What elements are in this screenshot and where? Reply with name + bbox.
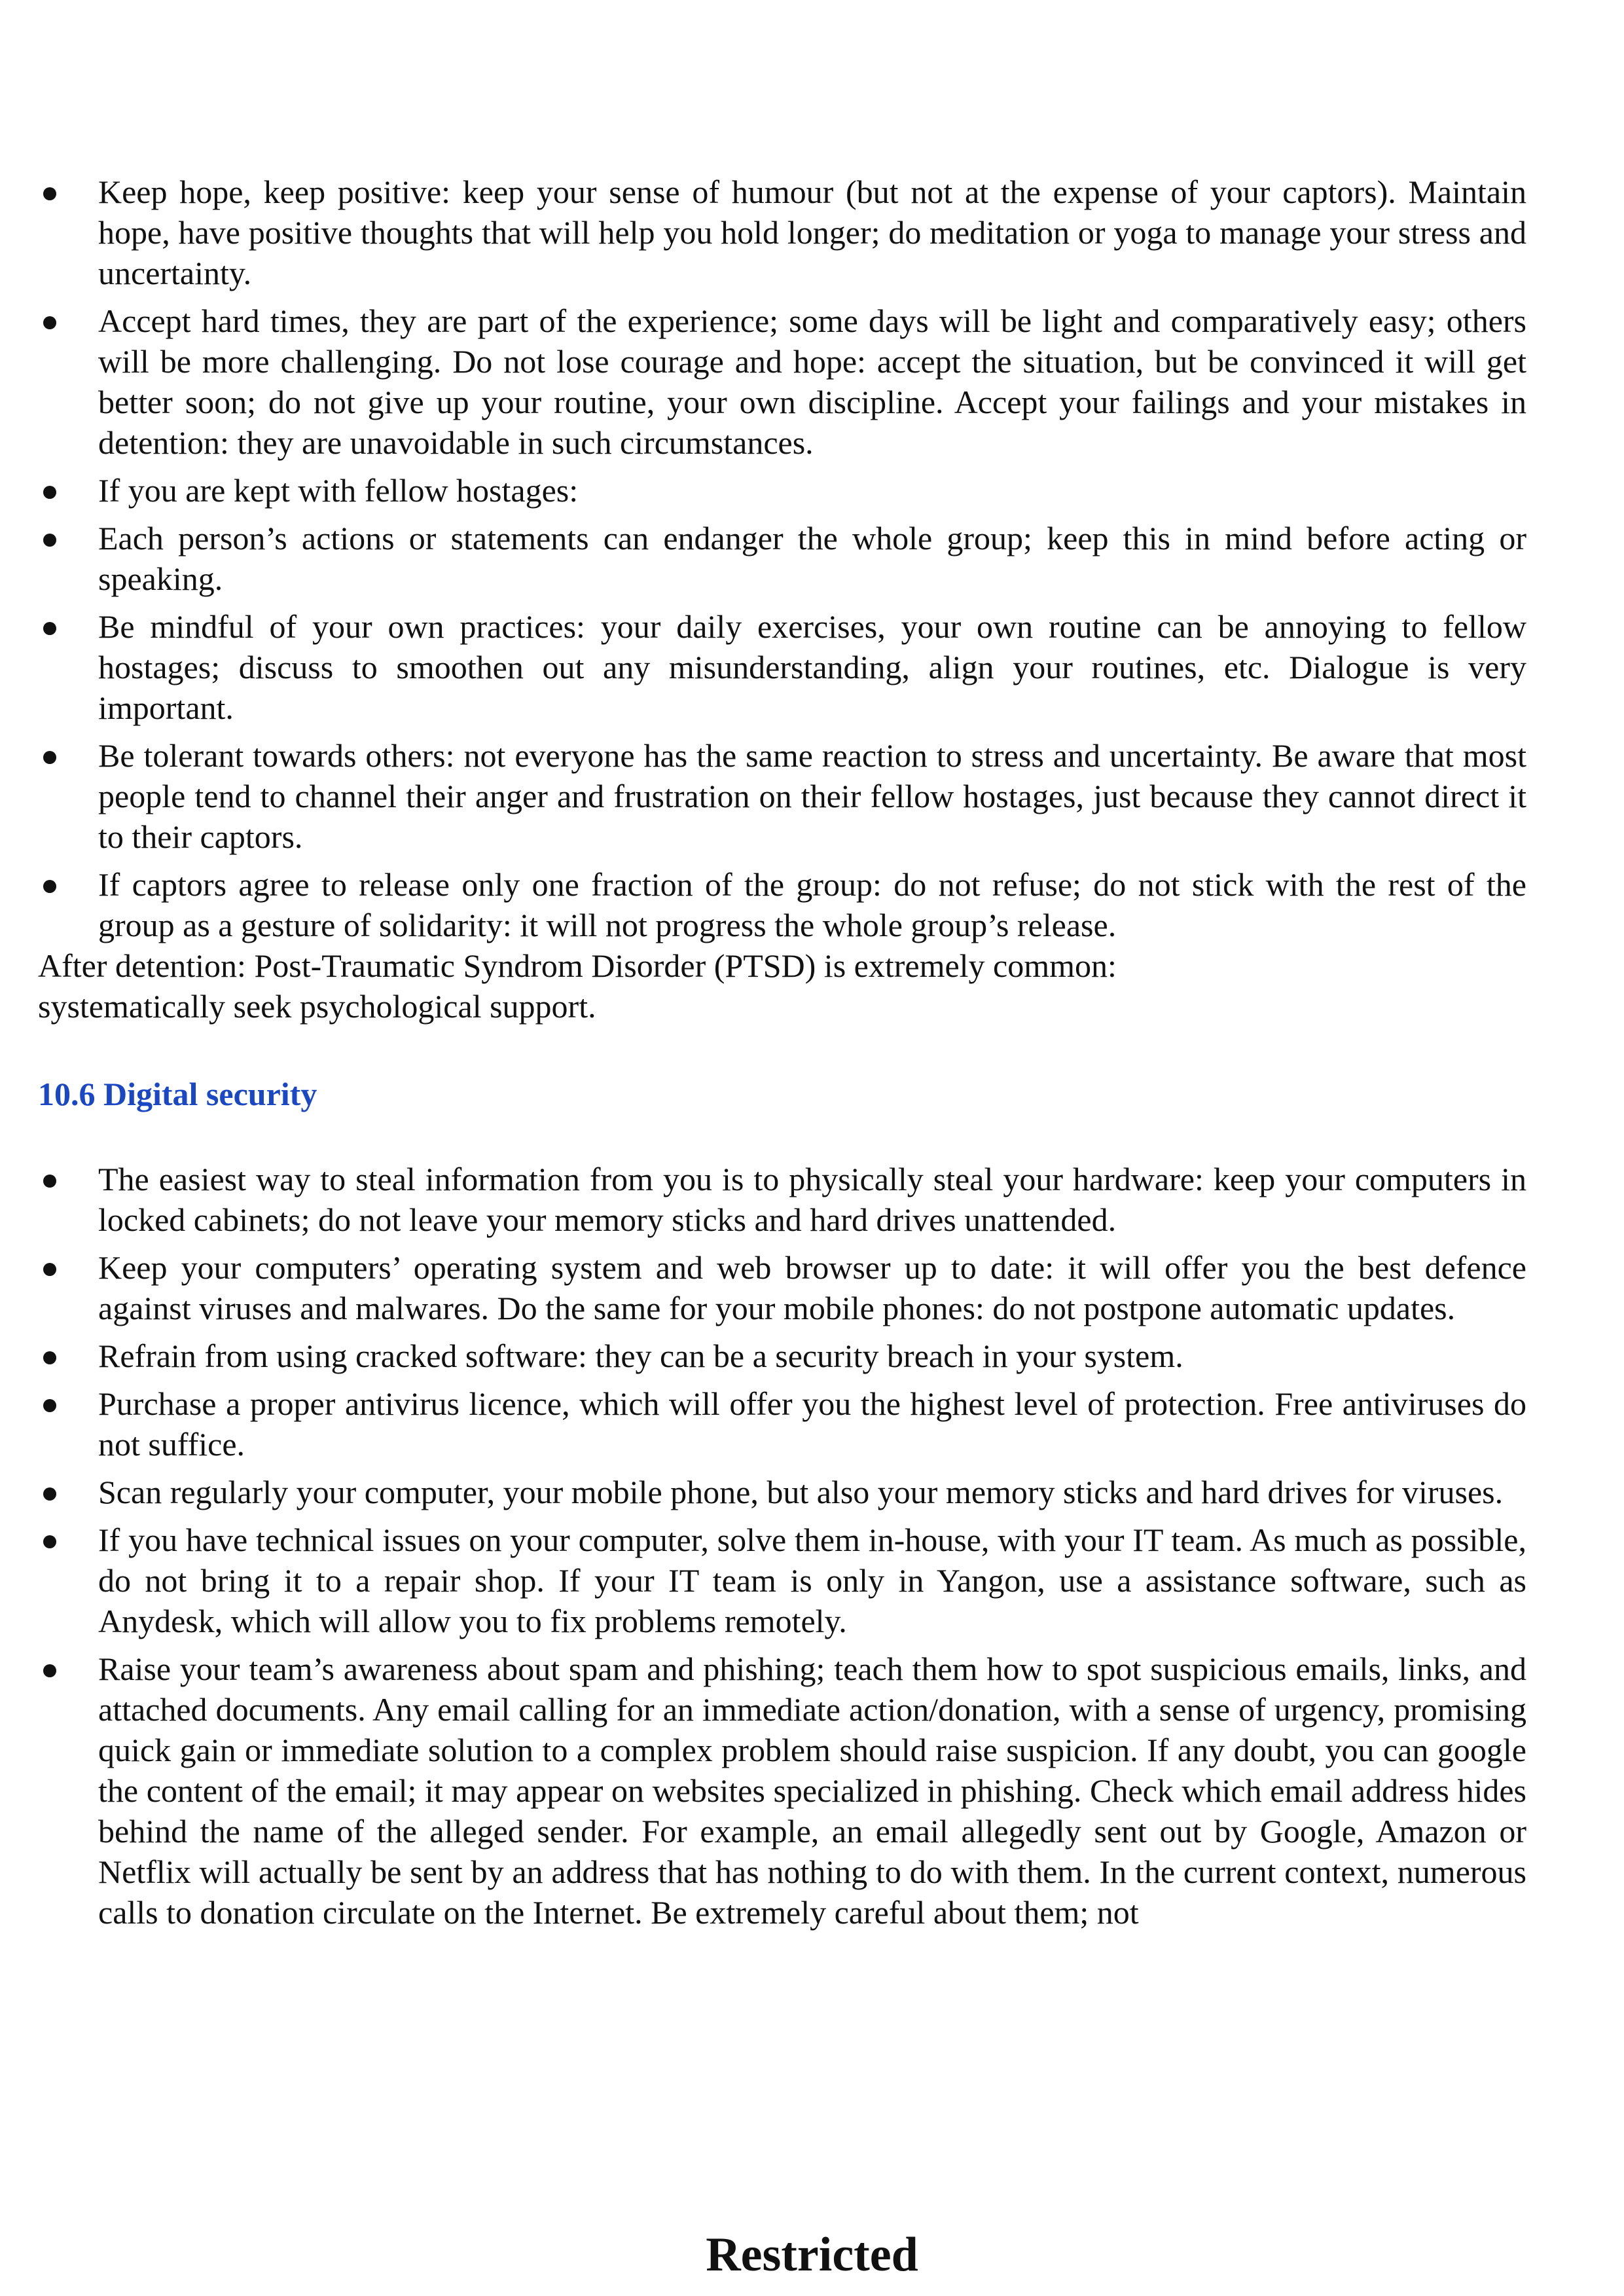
bullet-icon: [43, 486, 56, 499]
after-detention-line-1: After detention: Post-Traumatic Syndrom Disorder (PTSD) is extremely common:: [38, 947, 1117, 984]
list-item: Keep hope, keep positive: keep your sense of humour (but not at the expense of your captors). Maintain hope, have positive thoughts that will help you hold longer; do meditation or yoga to manage your stress and uncertainty.: [38, 172, 1526, 293]
bullet-icon: [43, 1351, 56, 1364]
list-item: Scan regularly your computer, your mobile phone, but also your memory sticks and hard drives for viruses.: [38, 1472, 1526, 1512]
list-item: If you are kept with fellow hostages:: [38, 470, 1526, 511]
list-item: The easiest way to steal information from you is to physically steal your hardware: keep your computers in locked cabinets; do not leave your memory sticks and hard drives unattended.: [38, 1159, 1526, 1240]
document-page: [38, 172, 1526, 1940]
list-item: Raise your team’s awareness about spam and phishing; teach them how to spot suspicious emails, links, and attached documents. Any email calling for an immediate action/donation, with a sense of urgency, promising quick gain or immediate solution to a complex problem should raise suspicion. If any doubt, you can google the content of the email; it may appear on websites specialized in phishing. Check which email address hides behind the name of the alleged sender. For example, an email allegedly sent out by Google, Amazon or Netflix will actually be sent by an address that has nothing to do with them. In the current context, numerous calls to donation circulate on the Internet. Be extremely careful about them; not: [38, 1649, 1526, 1933]
classification-footer: Restricted: [706, 2228, 918, 2282]
bullet-icon: [43, 622, 56, 635]
hostage-advice-list: [38, 172, 1526, 945]
list-item: If captors agree to release only one fraction of the group: do not refuse; do not stick with the rest of the group as a gesture of solidarity: it will not progress the whole group’s release.: [38, 864, 1526, 945]
bullet-icon: [43, 1263, 56, 1276]
bullet-icon: [43, 1664, 56, 1677]
bullet-icon: [43, 880, 56, 893]
list-item: If you have technical issues on your computer, solve them in-house, with your IT team. As much as possible, do not bring it to a repair shop. If your IT team is only in Yangon, use a assistance software, such as Anydesk, which will allow you to fix problems remotely.: [38, 1520, 1526, 1641]
bullet-icon: [43, 187, 56, 200]
list-item: Purchase a proper antivirus licence, which will offer you the highest level of protection. Free antiviruses do not suffice.: [38, 1383, 1526, 1465]
digital-security-list: [38, 1159, 1526, 1933]
bullet-icon: [43, 1399, 56, 1412]
list-item: Accept hard times, they are part of the experience; some days will be light and comparatively easy; others will be more challenging. Do not lose courage and hope: accept the situation, but be convinced it will get better soon; do not give up your routine, your own discipline. Accept your failings and your mistakes in detention: they are unavoidable in such circumstances.: [38, 301, 1526, 463]
bullet-icon: [43, 1535, 56, 1548]
list-item: Each person’s actions or statements can endanger the whole group; keep this in mind before acting or speaking.: [38, 518, 1526, 599]
after-detention-line-2: systematically seek psychological support.: [38, 988, 596, 1025]
bullet-icon: [43, 316, 56, 329]
list-item: Refrain from using cracked software: they can be a security breach in your system.: [38, 1336, 1526, 1376]
bullet-icon: [43, 751, 56, 764]
bullet-icon: [43, 534, 56, 547]
bullet-icon: [43, 1175, 56, 1188]
list-item: Keep your computers’ operating system and web browser up to date: it will offer you the best defence against viruses and malwares. Do the same for your mobile phones: do not postpone automatic updates.: [38, 1247, 1526, 1328]
list-item: Be mindful of your own practices: your daily exercises, your own routine can be annoying to fellow hostages; discuss to smoothen out any misunderstanding, align your routines, etc. Dialogue is very important.: [38, 606, 1526, 728]
bullet-icon: [43, 1487, 56, 1501]
section-heading: 10.6 Digital security: [38, 1076, 317, 1112]
list-item: Be tolerant towards others: not everyone has the same reaction to stress and uncertainty. Be aware that most people tend to channel their anger and frustration on their fellow hostages, just because they cannot direct it to their captors.: [38, 735, 1526, 857]
